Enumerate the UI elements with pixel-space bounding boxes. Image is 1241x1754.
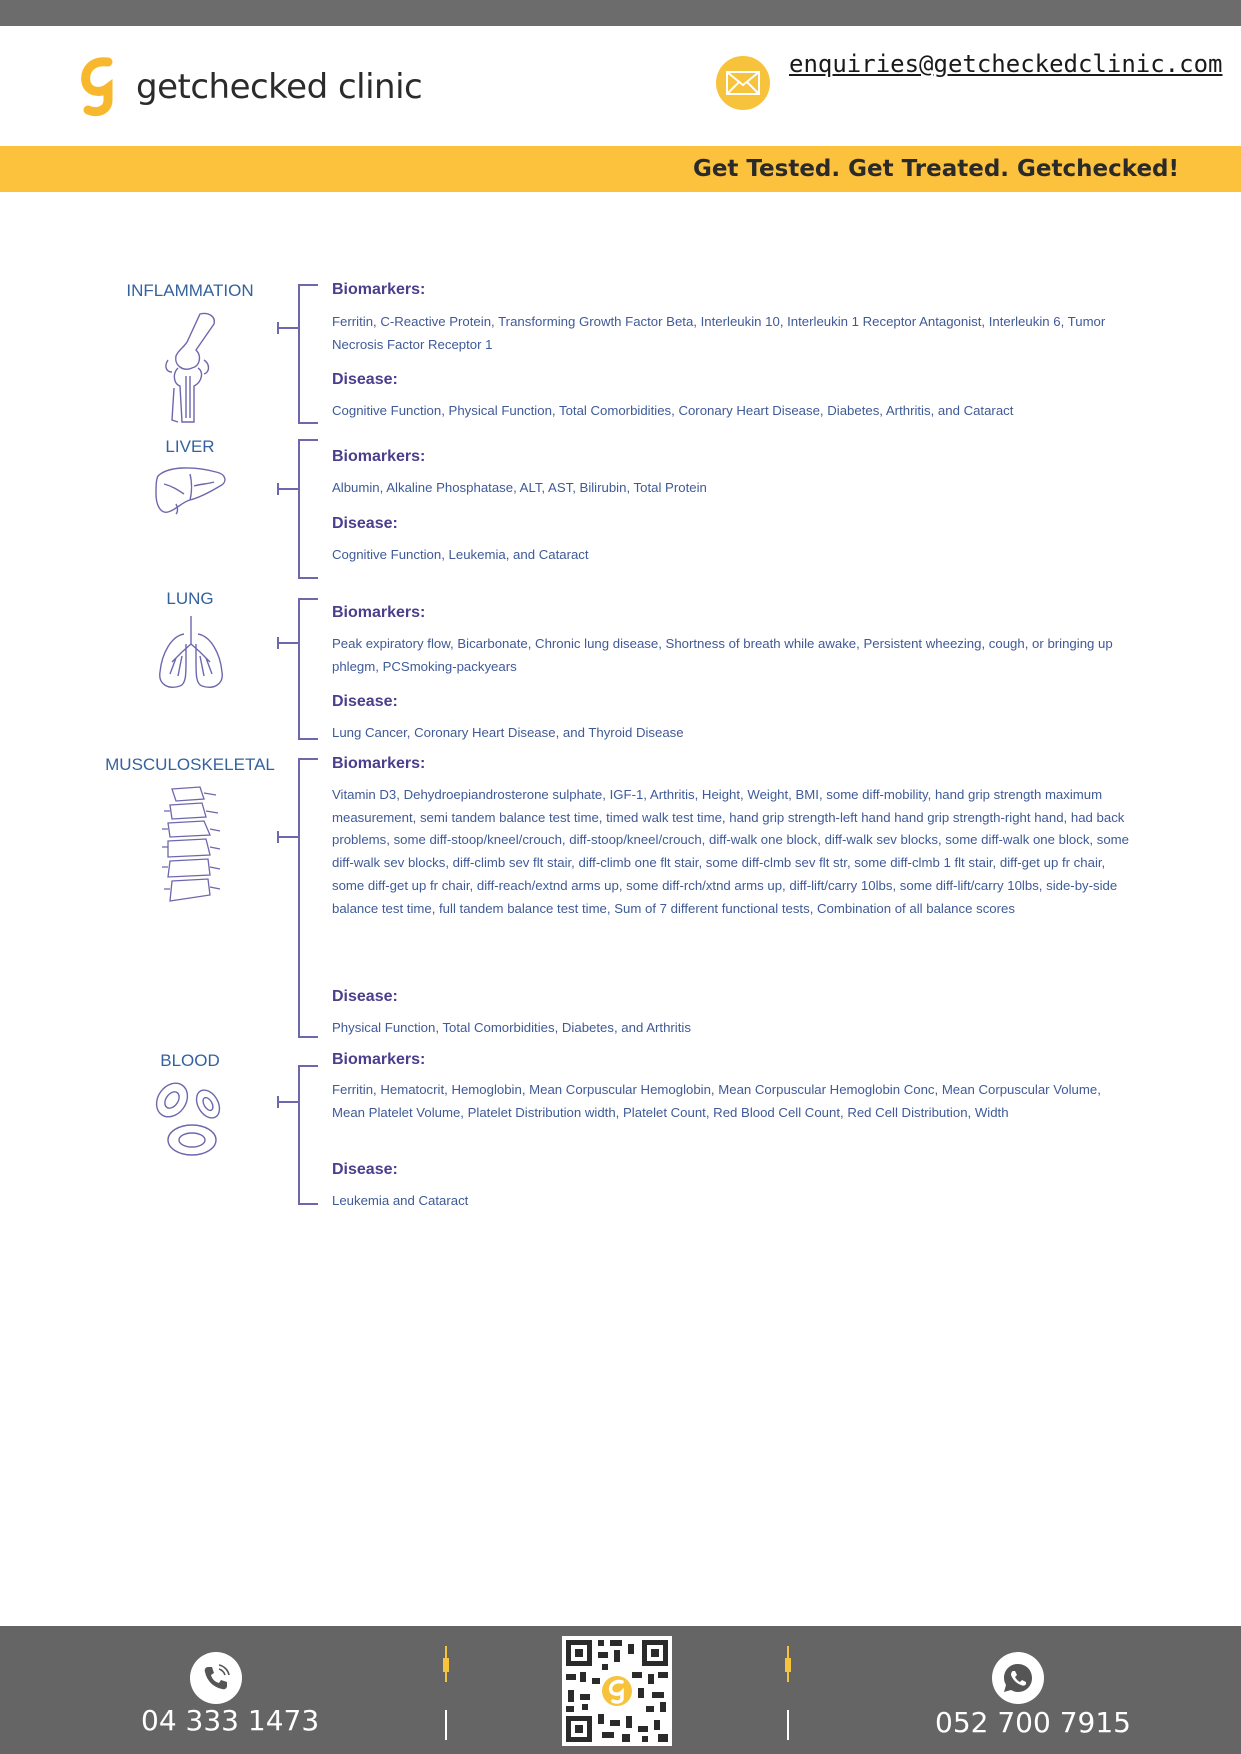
- footer-divider: [787, 1710, 789, 1740]
- liver-icon: [154, 464, 230, 516]
- bracket-tick-end: [277, 483, 279, 495]
- whatsapp-icon: [992, 1652, 1044, 1704]
- disease-text: Leukemia and Cataract: [332, 1193, 469, 1208]
- biomarkers-text: Vitamin D3, Dehydroepiandrosterone sulphate, IGF-1, Arthritis, Height, Weight, BMI, some diff-mobility, hand grip strength maximum measurement, semi tandem balance test time, timed walk test time, hand grip strength-left hand hand grip strength-right hand, had back problems, some diff-stoop/kneel/crouch, diff-stoop/kneel/crouch, diff-walk one block, diff-walk sev blocks, some diff-walk one block, some diff-walk sev blocks, diff-climb sev flt stair, diff-climb one flt stair, some diff-clmb sev flt str, some diff-clmb 1 flt stair, diff-get up fr chair, some diff-get up fr chair, diff-reach/extnd arms up, some diff-rch/xtnd arms up, diff-lift/carry 10lbs, some diff-lift/carry 10lbs, side-by-side balance test time, full tandem balance test time, Sum of 7 different functional tests, Combination of all balance scores: [332, 787, 1129, 916]
- bracket-tick-end: [277, 322, 279, 334]
- disease-label: Disease:: [332, 693, 398, 710]
- bracket-tick: [278, 1101, 298, 1103]
- whatsapp-number[interactable]: 052 700 7915: [935, 1706, 1131, 1739]
- bracket-tick-end: [277, 831, 279, 843]
- bracket-tick: [278, 836, 298, 838]
- knee-joint-icon: [156, 310, 230, 428]
- category-inflammation: INFLAMMATION: [126, 281, 254, 300]
- footer-accent-mark: [443, 1658, 449, 1672]
- disease-text: Physical Function, Total Comorbidities, Diabetes, and Arthritis: [332, 1020, 691, 1035]
- bracket: [298, 758, 318, 1038]
- logo-mark-icon: [78, 56, 122, 118]
- tagline: Get Tested. Get Treated. Getchecked!: [692, 156, 1179, 182]
- footer-accent-mark: [785, 1658, 791, 1672]
- lungs-icon: [156, 614, 226, 692]
- disease-text: Cognitive Function, Physical Function, Total Comorbidities, Coronary Heart Disease, Diabetes, Arthritis, and Cataract: [332, 403, 1014, 418]
- phone-icon: [190, 1652, 242, 1704]
- brand-name: getchecked clinic: [136, 67, 423, 107]
- biomarkers-label: Biomarkers:: [332, 1051, 426, 1068]
- disease-label: Disease:: [332, 515, 398, 532]
- footer-divider: [445, 1710, 447, 1740]
- bracket: [298, 1065, 318, 1205]
- bracket-tick: [278, 488, 298, 490]
- disease-text: Lung Cancer, Coronary Heart Disease, and Thyroid Disease: [332, 725, 684, 740]
- phone-number[interactable]: 04 333 1473: [141, 1704, 320, 1737]
- disease-label: Disease:: [332, 1161, 398, 1178]
- biomarkers-text: Ferritin, Hematocrit, Hemoglobin, Mean Corpuscular Hemoglobin, Mean Corpuscular Hemoglobin Conc, Mean Corpuscular Volume, Mean Platelet Volume, Platelet Distribution width, Platelet Count, Red Blood Cell Count, Red Cell Distribution, Width: [332, 1082, 1101, 1120]
- blood-cells-icon: [154, 1080, 226, 1158]
- bracket-tick: [278, 327, 298, 329]
- bracket: [298, 284, 318, 424]
- bracket: [298, 439, 318, 579]
- bracket-tick-end: [277, 637, 279, 649]
- biomarkers-label: Biomarkers:: [332, 281, 426, 298]
- brand-logo: [78, 56, 422, 118]
- bracket-tick: [278, 642, 298, 644]
- biomarkers-text: Peak expiratory flow, Bicarbonate, Chronic lung disease, Shortness of breath while awake, Persistent wheezing, cough, or bringing up phlegm, PCSmoking-packyears: [332, 636, 1113, 674]
- category-lung: LUNG: [166, 589, 214, 608]
- spine-icon: [158, 785, 222, 905]
- biomarkers-label: Biomarkers:: [332, 448, 426, 465]
- category-blood: BLOOD: [160, 1051, 220, 1070]
- biomarkers-text: Albumin, Alkaline Phosphatase, ALT, AST, Bilirubin, Total Protein: [332, 480, 707, 495]
- disease-label: Disease:: [332, 988, 398, 1005]
- category-liver: LIVER: [165, 437, 215, 456]
- biomarkers-label: Biomarkers:: [332, 755, 426, 772]
- qr-code-icon[interactable]: [562, 1636, 672, 1746]
- disease-label: Disease:: [332, 371, 398, 388]
- envelope-icon: [716, 56, 770, 110]
- top-border: [0, 0, 1241, 26]
- disease-text: Cognitive Function, Leukemia, and Cataract: [332, 547, 589, 562]
- bracket: [298, 598, 318, 740]
- email-link[interactable]: enquiries@getcheckedclinic.com: [789, 50, 1223, 78]
- bracket-tick-end: [277, 1096, 279, 1108]
- biomarkers-text: Ferritin, C-Reactive Protein, Transforming Growth Factor Beta, Interleukin 10, Interleukin 1 Receptor Antagonist, Interleukin 6, Tumor Necrosis Factor Receptor 1: [332, 314, 1106, 352]
- biomarkers-label: Biomarkers:: [332, 604, 426, 621]
- category-musculoskeletal: MUSCULOSKELETAL: [105, 755, 275, 774]
